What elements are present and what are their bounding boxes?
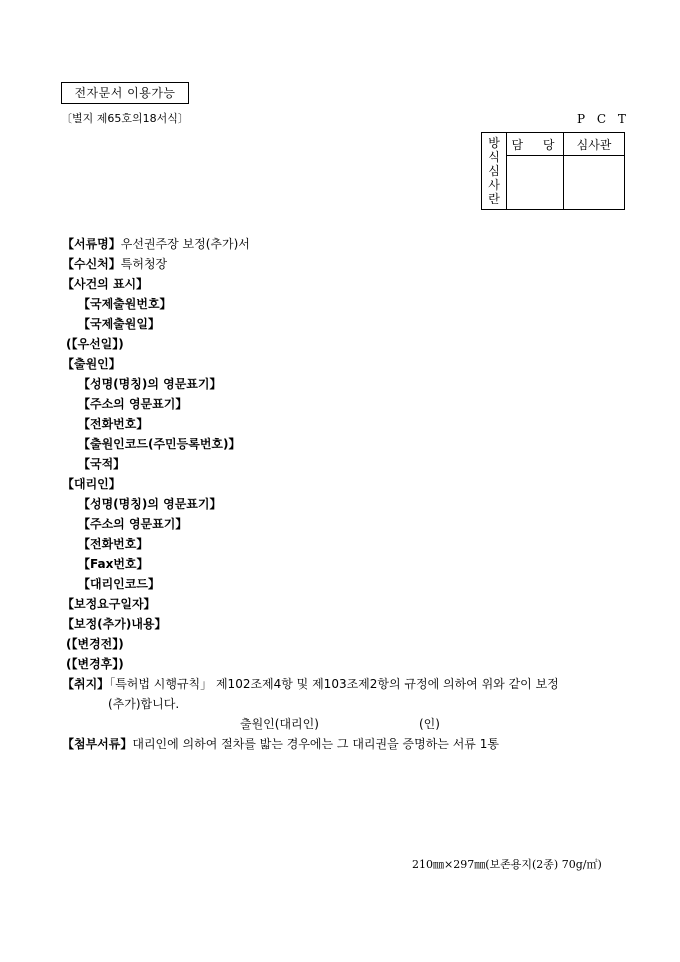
field-line [62, 614, 622, 634]
field-heading: 【사건의 표시】 [62, 277, 149, 291]
field-heading: (【변경전】) [66, 637, 124, 651]
attachment-heading: 【첨부서류】 [62, 737, 133, 751]
field-line [62, 474, 622, 494]
paper-size-note: 210㎜×297㎜(보존용지(2종) 70g/㎡) [412, 858, 602, 871]
field-heading: 【대리인】 [62, 477, 121, 491]
field-value: 우선권주장 보정(추가)서 [120, 237, 250, 251]
examiner-header: 심사관 [564, 133, 625, 156]
field-heading: (【변경후】) [66, 657, 124, 671]
field-heading: 【보정요구일자】 [62, 597, 156, 611]
field-heading: 【서류명】 [62, 237, 121, 251]
person-in-charge-cell [507, 156, 564, 210]
field-line [62, 314, 622, 334]
field-heading: 【수신처】 [62, 257, 121, 271]
field-line [62, 274, 622, 294]
field-line [62, 374, 622, 394]
field-heading: 【주소의 영문표기】 [78, 397, 188, 411]
field-heading: 【국적】 [78, 457, 126, 471]
field-line [62, 334, 622, 354]
field-heading: 【성명(명칭)의 영문표기】 [78, 377, 222, 391]
pct-label: P C T [577, 112, 630, 126]
field-heading: 【Fax번호】 [78, 557, 149, 571]
field-heading: (【우선일】) [66, 337, 124, 351]
field-line [62, 294, 622, 314]
formality-exam-column-label [482, 133, 507, 210]
attachment-line [62, 734, 622, 754]
field-heading: 【출원인】 [62, 357, 121, 371]
field-line [62, 234, 622, 254]
field-line [62, 514, 622, 534]
field-list [62, 234, 622, 674]
applicant-agent-label: 출원인(대리인) [240, 717, 319, 731]
examination-table [481, 132, 625, 210]
examiner-cell [564, 156, 625, 210]
exam-label-char: 란 [488, 192, 500, 206]
field-line [62, 254, 622, 274]
exam-label-char: 방 [488, 136, 500, 150]
document-fields [62, 234, 622, 754]
field-line [62, 414, 622, 434]
purpose-continuation: (추가)합니다. [108, 697, 180, 711]
field-line [62, 494, 622, 514]
field-heading: 【국제출원일】 [78, 317, 160, 331]
field-heading: 【출원인코드(주민등록번호)】 [78, 437, 241, 451]
field-line [62, 634, 622, 654]
field-heading: 【주소의 영문표기】 [78, 517, 188, 531]
signature-line [62, 714, 622, 734]
field-heading: 【보정(추가)내용】 [62, 617, 167, 631]
attachment-text: 대리인에 의하여 절차를 밟는 경우에는 그 대리권을 증명하는 서류 1통 [132, 737, 499, 751]
field-line [62, 574, 622, 594]
field-line [62, 354, 622, 374]
purpose-line [62, 674, 622, 694]
purpose-heading: 【취지】 [62, 677, 110, 691]
field-heading: 【국제출원번호】 [78, 297, 172, 311]
purpose-text: 「특허법 시행규칙」 제102조제4항 및 제103조제2항의 규정에 의하여 위와 같이 보정 [109, 677, 559, 691]
field-line [62, 534, 622, 554]
form-number: 〔별지 제65호의18서식〕 [61, 112, 189, 125]
seal-label: (인) [419, 717, 440, 731]
exam-label-char: 식 [488, 150, 500, 164]
person-in-charge-header: 담 당 [507, 133, 564, 156]
field-heading: 【전화번호】 [78, 417, 149, 431]
field-line [62, 554, 622, 574]
field-line [62, 654, 622, 674]
field-line [62, 434, 622, 454]
field-line [62, 594, 622, 614]
electronic-document-badge: 전자문서 이용가능 [61, 82, 189, 104]
field-heading: 【성명(명칭)의 영문표기】 [78, 497, 222, 511]
field-heading: 【전화번호】 [78, 537, 149, 551]
field-line [62, 454, 622, 474]
field-line [62, 394, 622, 414]
field-value: 특허청장 [120, 257, 168, 271]
exam-label-char: 사 [488, 178, 500, 192]
field-heading: 【대리인코드】 [78, 577, 160, 591]
exam-label-char: 심 [488, 164, 500, 178]
